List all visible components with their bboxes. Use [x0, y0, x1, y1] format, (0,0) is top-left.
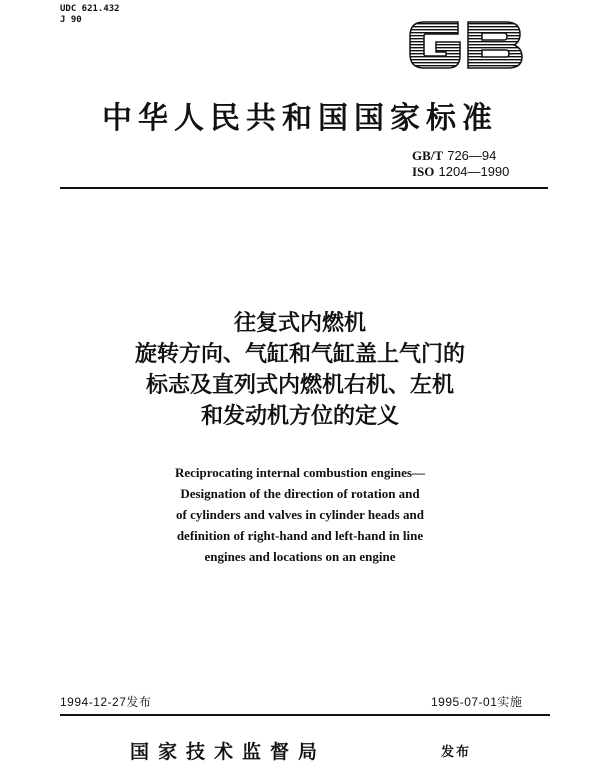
issue-date: 1994-12-27发布	[60, 695, 152, 709]
english-title-line: engines and locations on an engine	[204, 549, 396, 564]
english-title-line: definition of right-hand and left-hand in line	[176, 528, 424, 543]
english-title-line: Reciprocating internal combustion engines—	[174, 465, 425, 480]
top-divider	[60, 187, 548, 189]
gb-number	[412, 148, 509, 164]
chinese-title-line: 往复式内燃机	[233, 311, 366, 336]
gb-logo	[404, 14, 528, 76]
english-title	[0, 462, 600, 567]
bottom-divider	[60, 714, 550, 716]
chinese-title-line: 旋转方向、气缸和气缸盖上气门的	[134, 342, 465, 367]
english-title-line: Designation of the direction of rotation and	[180, 486, 420, 501]
ccs-code: J 90	[60, 15, 82, 25]
udc-code: UDC 621.432	[60, 4, 120, 14]
iso-value: 1204—1990	[438, 164, 510, 179]
iso-prefix: ISO	[412, 164, 435, 179]
issue-label: 发布	[441, 745, 472, 760]
effective-date: 1995-07-01实施	[431, 695, 523, 709]
organization-title: 中华人民共和国国家标准	[102, 101, 498, 136]
chinese-title-line: 标志及直列式内燃机右机、左机	[145, 373, 454, 398]
classification-codes	[60, 4, 120, 26]
gb-value: 726—94	[447, 148, 497, 163]
chinese-title	[0, 308, 600, 432]
standard-numbers	[412, 148, 509, 180]
issuing-authority: 国家技术监督局	[130, 741, 327, 763]
gb-logo-graphic	[404, 14, 528, 76]
gb-prefix: GB/T	[412, 148, 444, 163]
english-title-line: of cylinders and valves in cylinder heads and	[176, 507, 424, 522]
iso-number	[412, 164, 509, 180]
chinese-title-line: 和发动机方位的定义	[200, 404, 399, 429]
